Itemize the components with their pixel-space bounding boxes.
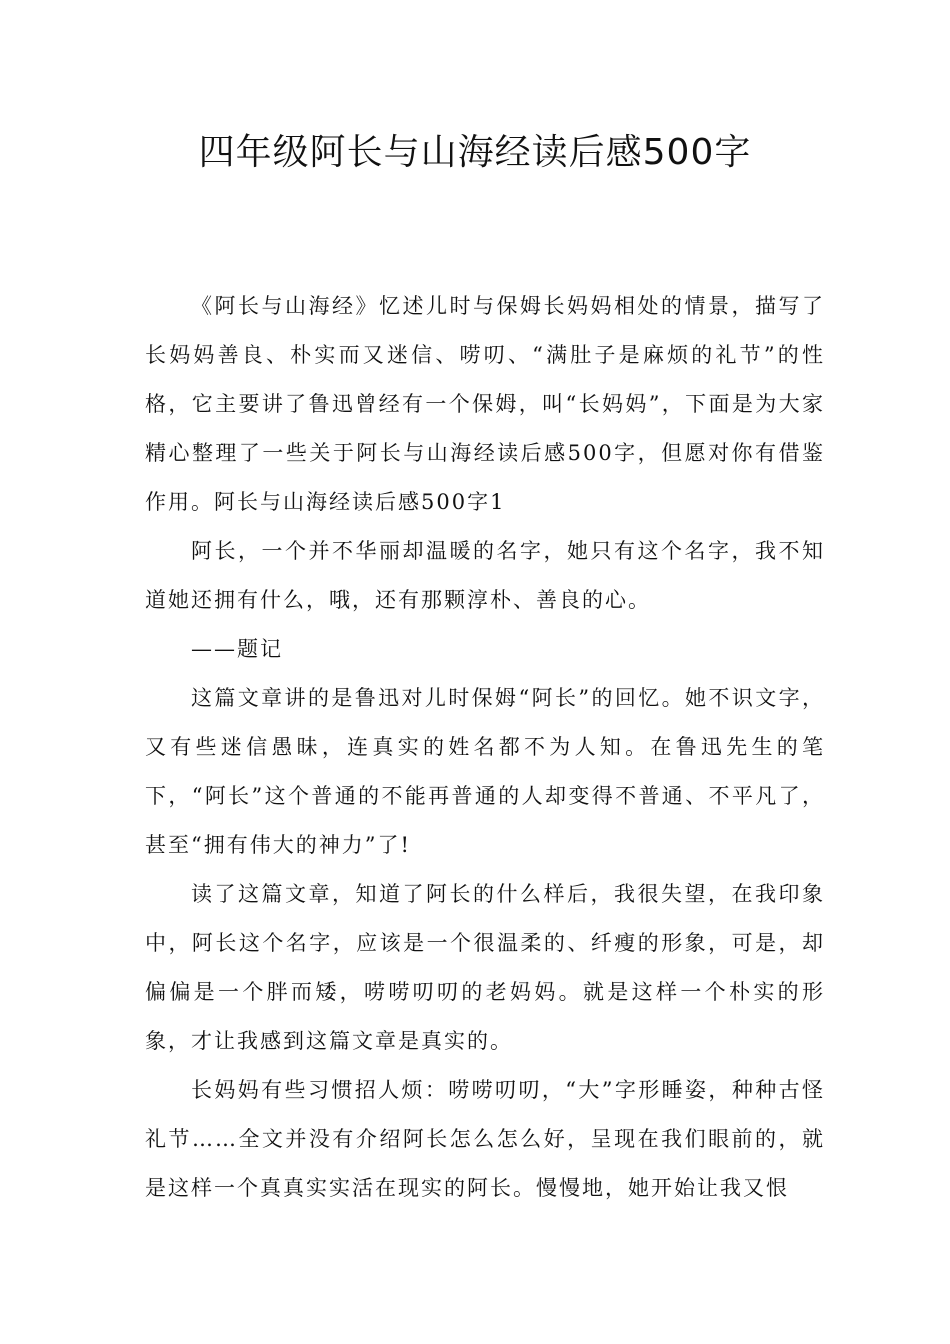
paragraph-ah-chang-name: 阿长，一个并不华丽却温暖的名字，她只有这个名字，我不知道她还拥有什么，哦，还有那颗淳朴、善良的心。: [145, 539, 825, 612]
paragraph-habits: 长妈妈有些习惯招人烦：唠唠叨叨，“大”字形睡姿，种种古怪礼节……全文并没有介绍阿长怎么怎么好，呈现在我们眼前的，就是这样一个真真实实活在现实的阿长。慢慢地，她开始让我又恨: [145, 1078, 825, 1200]
paragraph-impression: 读了这篇文章，知道了阿长的什么样后，我很失望，在我印象中，阿长这个名字，应该是一个很温柔的、纤瘦的形象，可是，却偏偏是一个胖而矮，唠唠叨叨的老妈妈。就是这样一个朴实的形象，才让我感到这篇文章是真实的。: [145, 882, 825, 1053]
paragraph-article-summary: 这篇文章讲的是鲁迅对儿时保姆“阿长”的回忆。她不识文字，又有些迷信愚昧，连真实的姓名都不为人知。在鲁迅先生的笔下，“阿长”这个普通的不能再普通的人却变得不普通、不平凡了，甚至“拥有伟大的神力”了!: [145, 686, 825, 857]
document-body: [145, 282, 825, 1213]
paragraph-epigraph: ——题记: [191, 637, 283, 661]
paragraph-intro: 《阿长与山海经》忆述儿时与保姆长妈妈相处的情景，描写了长妈妈善良、朴实而又迷信、唠叨、“满肚子是麻烦的礼节”的性格，它主要讲了鲁迅曾经有一个保姆，叫“长妈妈”，下面是为大家精心整理了一些关于阿长与山海经读后感500字，但愿对你有借鉴作用。阿长与山海经读后感500字1: [145, 294, 825, 514]
document-title: 四年级阿长与山海经读后感500字: [198, 132, 752, 173]
